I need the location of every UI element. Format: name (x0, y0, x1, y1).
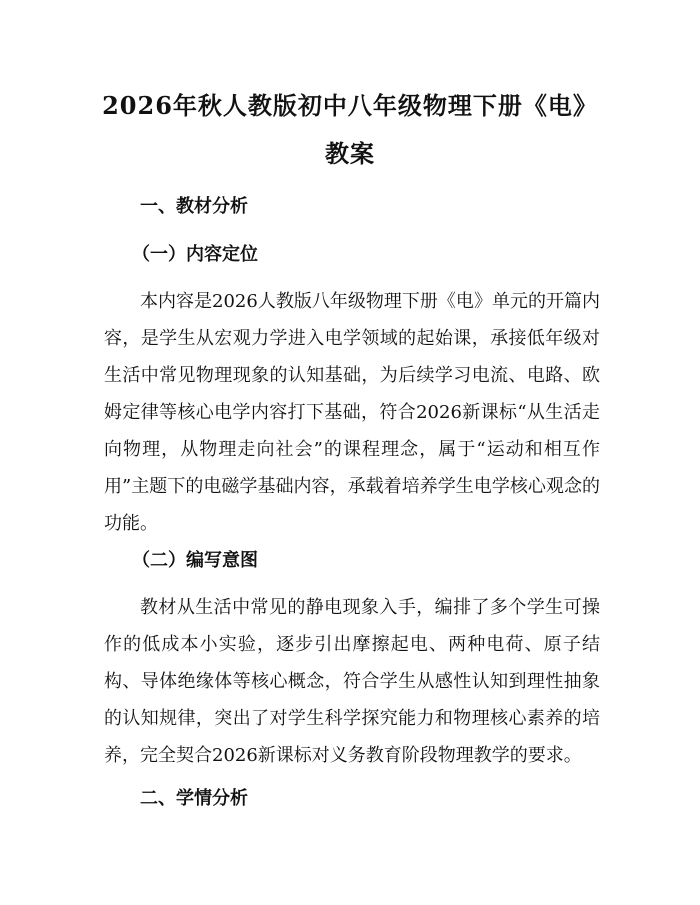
document-title-line2: 教案 (325, 139, 375, 168)
section-heading-learner-analysis: 二、学情分析 (140, 788, 248, 809)
document-title-line1: 2026年秋人教版初中八年级物理下册《电》 (102, 91, 598, 120)
paragraph-content-positioning: 本内容是2026人教版八年级物理下册《电》单元的开篇内容，是学生从宏观力学进入电学领域的起始课，承接低年级对生活中常见物理现象的认知基础，为后续学习电流、电路、欧姆定律等核心电学内容打下基础，符合2026新课标“从生活走向物理，从物理走向社会”的课程理念，属于“运动和相互作用”主题下的电磁学基础内容，承载着培养学生电学核心观念的功能。 (104, 291, 600, 534)
subsection-heading-content-positioning: （一）内容定位 (132, 244, 258, 265)
section-heading-textbook-analysis: 一、教材分析 (140, 196, 248, 217)
subsection-heading-writing-intent: （二）编写意图 (132, 550, 258, 571)
paragraph-writing-intent: 教材从生活中常见的静电现象入手，编排了多个学生可操作的低成本小实验，逐步引出摩擦起电、两种电荷、原子结构、导体绝缘体等核心概念，符合学生从感性认知到理性抽象的认知规律，突出了对学生科学探究能力和物理核心素养的培养，完全契合2026新课标对义务教育阶段物理教学的要求。 (104, 597, 600, 766)
